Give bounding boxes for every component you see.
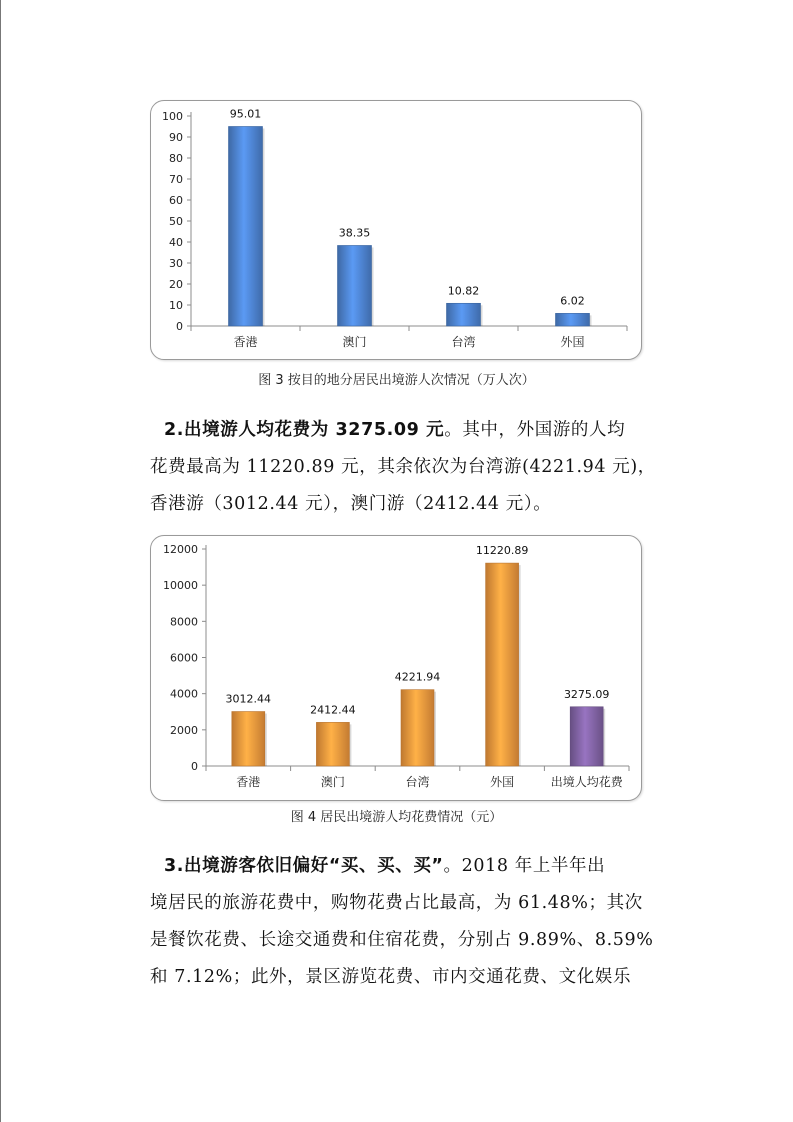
bar-value-label: 3275.09 [563,687,610,701]
x-category-label: 澳门 [342,335,367,349]
x-category-label: 台湾 [405,775,430,789]
bar [338,245,372,326]
page-edge [0,0,1,1122]
bar-value-label: 2412.44 [310,703,356,717]
bar-value-label: 3012.44 [225,692,272,706]
y-tick-label: 60 [169,194,183,207]
paragraph-2-line-2: 花费最高为 11220.89 元，其余依次为台湾游(4221.94 元)， [150,457,656,477]
chart-3-caption: 图 3 按目的地分居民出境游人次情况（万人次） [258,373,535,388]
y-tick-label: 50 [169,215,183,228]
x-category-label: 澳门 [320,775,345,789]
x-category-label: 台湾 [451,335,476,349]
paragraph-3-lead: 3.出境游客依旧偏好“买、买、买” [164,856,444,876]
paragraph-2-lead: 2.出境游人均花费为 3275.09 元 [164,420,445,440]
y-tick-label: 4000 [170,687,198,701]
paragraph-3 [150,848,670,996]
paragraph-3-line-4: 和 7.12%；此外，景区游览花费、市内交通花费、文化娱乐 [150,967,632,987]
bar-value-label: 38.35 [338,226,371,240]
x-category-label: 出境人均花费 [550,775,623,789]
bar-value-label: 11220.89 [475,544,529,558]
y-tick-label: 40 [169,236,183,249]
y-tick-label: 0 [176,320,183,333]
paragraph-3-line-1: 。2018 年上半年出 [443,856,606,876]
y-tick-label: 8000 [170,615,198,629]
y-tick-label: 100 [162,110,183,123]
y-tick-label: 10 [169,299,183,312]
y-tick-label: 80 [169,152,183,165]
paragraph-2-line-3: 香港游（3012.44 元），澳门游（2412.44 元）。 [150,494,552,514]
bar [316,722,349,766]
bar-value-label: 10.82 [447,284,480,298]
x-category-label: 香港 [236,775,261,789]
bar-value-label: 95.01 [229,107,262,121]
bar [232,712,265,766]
paragraph-2 [150,412,670,523]
chart-4-caption: 图 4 居民出境游人均花费情况（元） [290,810,503,825]
y-tick-label: 20 [169,278,183,291]
chart-4-frame [150,535,642,801]
bar [229,126,263,326]
y-tick-label: 30 [169,257,183,270]
bar [556,313,590,326]
bar [401,690,434,766]
y-tick-label: 70 [169,173,183,186]
x-category-label: 外国 [490,775,515,789]
bar [570,707,603,766]
y-tick-label: 10000 [163,579,198,593]
y-tick-label: 90 [169,131,183,144]
chart-3-frame [150,100,642,360]
y-tick-label: 2000 [170,723,198,737]
chart-4 [151,536,641,800]
paragraph-3-line-2: 境居民的旅游花费中，购物花费占比最高，为 61.48%；其次 [150,893,643,913]
bar-value-label: 6.02 [560,294,585,308]
bar [486,563,519,766]
paragraph-3-line-3: 是餐饮花费、长途交通费和住宿花费，分别占 9.89%、8.59% [150,930,654,950]
bar-value-label: 4221.94 [394,670,441,684]
y-tick-label: 6000 [170,651,198,665]
x-category-label: 香港 [233,335,258,349]
y-tick-label: 0 [191,760,198,773]
chart-3 [151,101,641,359]
y-tick-label: 12000 [163,543,198,556]
x-category-label: 外国 [560,335,585,349]
bar [447,303,481,326]
paragraph-2-line-1: 。其中，外国游的人均 [444,420,626,440]
